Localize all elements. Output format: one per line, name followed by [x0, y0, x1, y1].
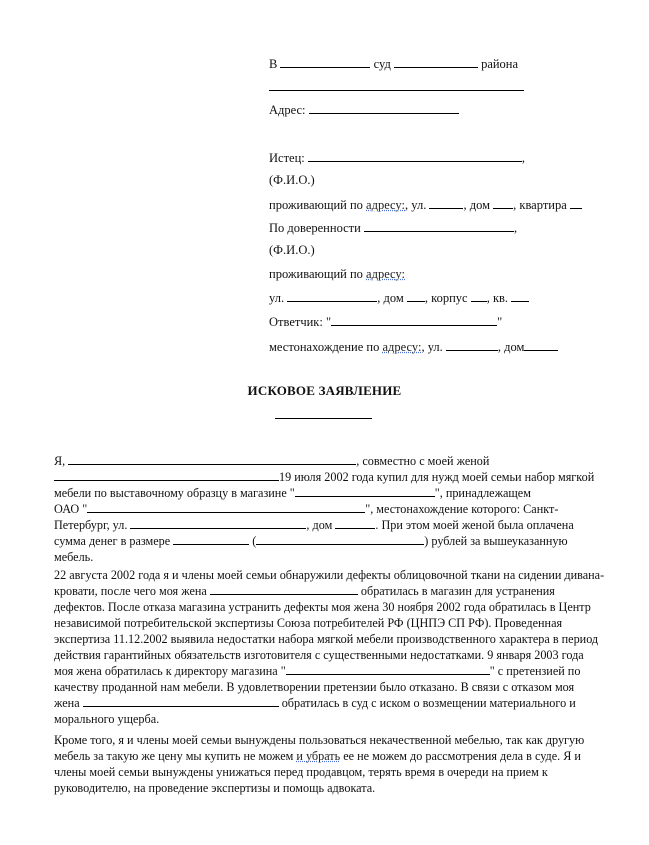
text: ) рублей за вышеуказанную — [424, 534, 568, 548]
title-underline — [275, 418, 372, 419]
plaintiff-line — [269, 150, 525, 165]
house-label: , дом — [497, 340, 525, 354]
punct: , — [513, 221, 518, 235]
p3-line: руководителю, на проведение экспертизы и помощь адвоката. — [54, 781, 376, 795]
blank-field — [54, 469, 279, 481]
punct: , — [521, 151, 525, 165]
street-label: , ул. — [405, 198, 427, 212]
text: 19 июля 2002 года купил для нужд моей семьи набор мягкой — [279, 470, 595, 484]
text: ее не можем до рассмотрения дела в суде. Я и — [343, 749, 581, 763]
address-line — [269, 102, 459, 117]
korpus-label: , корпус — [424, 291, 468, 305]
text: обратилась в магазин для устранения — [360, 584, 555, 598]
p2-line: дефектов. После отказа магазина устранить дефекты моя жена 30 ноября 2002 года обратилась в Центр — [54, 600, 591, 614]
proxy-line — [269, 220, 517, 235]
p1-line — [54, 469, 596, 485]
p2-line: независимой потребительской экспертизы Союза потребителей РФ (ЦНПЭ СП РФ). Проведенная — [54, 616, 563, 630]
text: и убрать — [296, 749, 341, 763]
p1-line — [54, 485, 596, 501]
blank-field — [68, 453, 356, 465]
blank-field — [269, 79, 524, 91]
court-blank-line — [269, 79, 524, 94]
text: сумма денег в размере — [54, 534, 171, 548]
text: ОАО " — [54, 502, 88, 516]
p2-line: действия гарантийных обязательств изготовителя с существенными недостатками. 9 января 2003 года — [54, 648, 584, 662]
document-title: ИСКОВОЕ ЗАЯВЛЕНИЕ — [247, 383, 402, 398]
blank-field — [335, 517, 375, 529]
p1-line: мебель. — [54, 550, 94, 564]
p3-line: Кроме того, я и члены моей семьи вынуждены пользоваться некачественной мебелью, так как другую — [54, 733, 585, 747]
court-prefix: В — [269, 57, 278, 71]
blank-field — [524, 339, 558, 351]
blank-field — [331, 314, 497, 326]
proxy-label: По доверенности — [269, 221, 361, 235]
blank-field — [256, 533, 424, 545]
blank-field — [287, 290, 377, 302]
p2-line — [54, 695, 596, 711]
street-line — [269, 290, 529, 305]
location-line — [269, 339, 558, 354]
blank-field — [173, 533, 249, 545]
blank-field — [210, 583, 358, 595]
text: мебели по выставочному образцу в магазине " — [54, 486, 295, 500]
blank-field — [446, 339, 498, 351]
paragraph-2 — [54, 567, 605, 727]
living-prefix: проживающий по — [269, 267, 363, 281]
house-label: , дом — [377, 291, 404, 305]
p1-line — [54, 533, 596, 549]
blank-field — [87, 501, 365, 513]
blank-field — [83, 695, 279, 707]
p3-line: члены моей семьи вынуждены унижаться перед продавцом, терять время в очереди на прием к — [54, 765, 548, 779]
court-suffix: района — [481, 57, 519, 71]
text: Петербург, ул. — [54, 518, 128, 532]
blank-field — [364, 220, 514, 232]
plaintiff-label: Истец: — [269, 151, 305, 165]
blank-field — [295, 485, 435, 497]
fio-label: (Ф.И.О.) — [269, 243, 315, 257]
court-middle: суд — [373, 57, 391, 71]
fio-1 — [269, 173, 315, 187]
text: кровати, после чего моя жена — [54, 584, 207, 598]
p2-line — [54, 663, 596, 679]
p3-line — [54, 748, 596, 764]
text: обратилась в суд с иском о возмещении материального и — [281, 696, 576, 710]
defendant-label: Ответчик: " — [269, 315, 332, 329]
blank-field — [308, 150, 522, 162]
paragraph-1 — [54, 453, 596, 565]
p1-line — [54, 501, 596, 517]
fio-2 — [269, 243, 315, 257]
street-label: ул. — [269, 291, 285, 305]
text: , дом — [306, 518, 333, 532]
living-1-line — [269, 197, 582, 212]
apt-label: , квартира — [513, 198, 567, 212]
blank-field — [309, 102, 459, 114]
address-word: адресу: — [382, 340, 422, 354]
text: , совместно с моей женой — [356, 454, 490, 468]
blank-field — [394, 56, 478, 68]
text: мебель за такую же цену мы купить не можем — [54, 749, 294, 763]
p1-line — [54, 453, 596, 469]
street-label: , ул. — [421, 340, 443, 354]
apt-label: , кв. — [486, 291, 509, 305]
text: . При этом моей женой была оплачена — [375, 518, 574, 532]
text: ", местонахождение которого: Санкт- — [365, 502, 559, 516]
text: жена — [54, 696, 80, 710]
address-word: адресу: — [366, 198, 405, 212]
blank-field — [286, 663, 490, 675]
defendant-line — [269, 314, 502, 329]
blank-field — [280, 56, 370, 68]
location-prefix: местонахождение по — [269, 340, 380, 354]
p1-line — [54, 517, 596, 533]
paragraph-3 — [54, 732, 596, 796]
blank-field — [493, 197, 513, 209]
text: Я, — [54, 454, 66, 468]
blank-field — [570, 197, 582, 209]
blank-field — [130, 517, 306, 529]
text: ", принадлежащем — [434, 486, 531, 500]
p2-line: экспертиза 11.12.2002 выявила недостатки набора мягкой мебели производственного характера в период — [54, 632, 599, 646]
p2-line: качеству проданной нам мебели. В удовлетворении претензии было отказано. В связи с отказом моя — [54, 680, 575, 694]
text: ( — [252, 534, 257, 548]
living-prefix: проживающий по — [269, 198, 363, 212]
fio-label: (Ф.И.О.) — [269, 173, 315, 187]
text: моя жена обратилась к директору магазина " — [54, 664, 286, 678]
text: " с претензией по — [489, 664, 581, 678]
blank-field — [407, 290, 425, 302]
address-label: Адрес: — [269, 103, 306, 117]
living-2-line — [269, 267, 405, 281]
house-label: , дом — [463, 198, 490, 212]
blank-field — [429, 197, 463, 209]
blank-field — [511, 290, 529, 302]
p2-line: морального ущерба. — [54, 712, 160, 726]
p2-line — [54, 583, 596, 599]
p2-line: 22 августа 2002 года я и члены моей семьи обнаружили дефекты облицовочной ткани на сидении дивана- — [54, 568, 605, 582]
court-line — [269, 56, 518, 71]
address-word: адресу: — [366, 267, 405, 281]
blank-field — [471, 290, 487, 302]
punct: " — [497, 315, 503, 329]
